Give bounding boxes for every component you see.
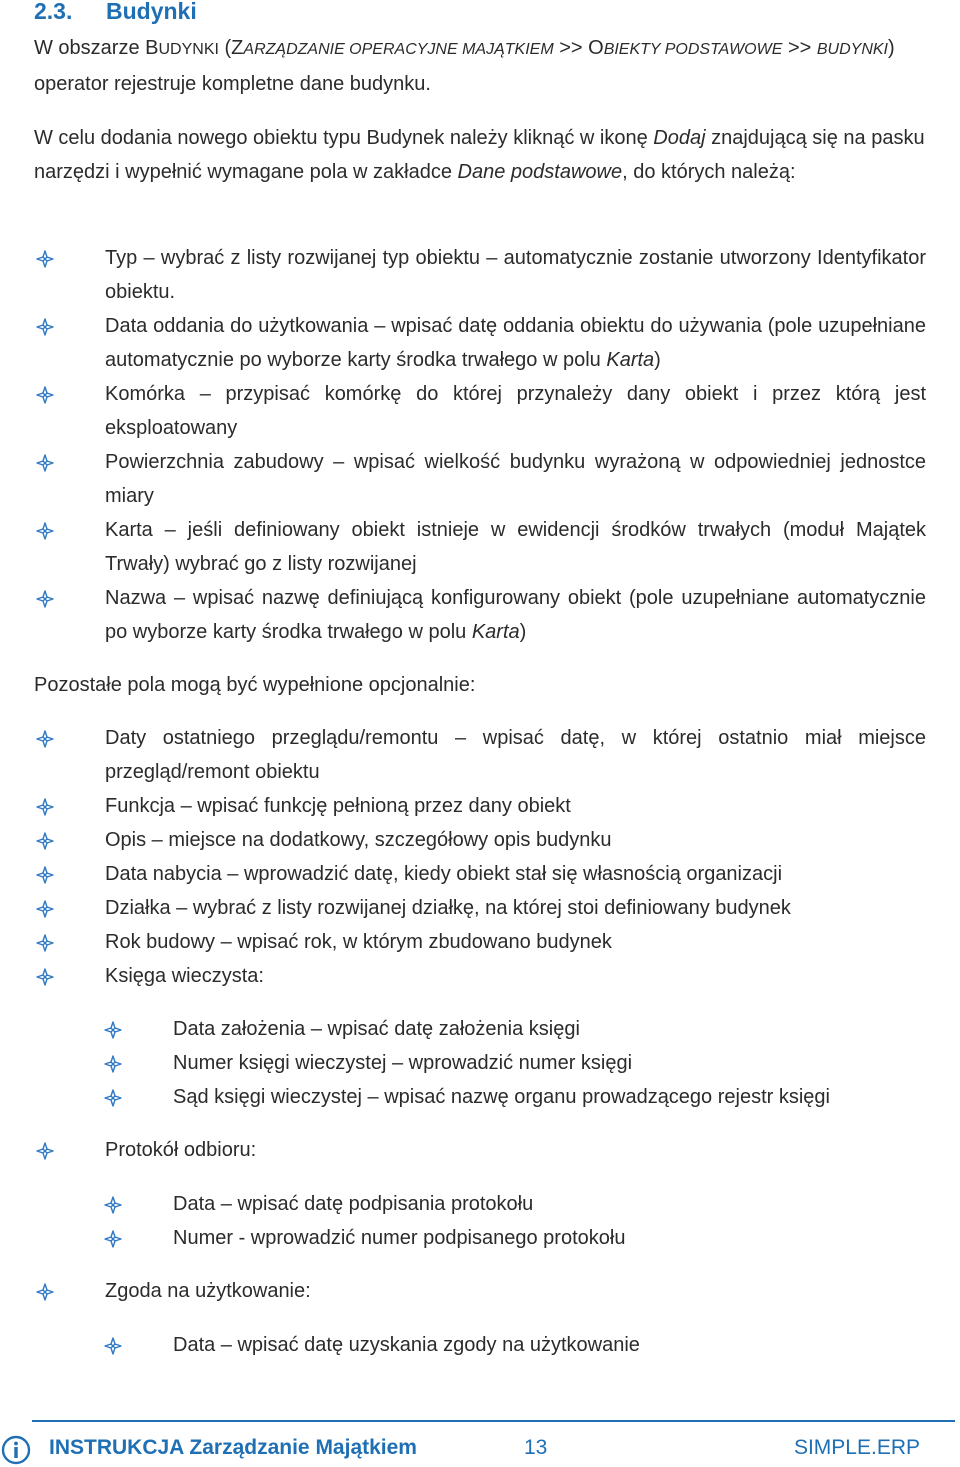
- sub-list-item: [102, 1328, 926, 1362]
- section-number: 2.3.: [34, 0, 73, 24]
- list-item-text: Działka – wybrać z listy rozwijanej działkę, na której stoi definiowany budynek: [105, 897, 791, 919]
- sub-list-item: [102, 1012, 926, 1046]
- list-item-text: Rok budowy – wpisać rok, w którym zbudowano budynek: [105, 931, 612, 953]
- intro-text: (Z: [218, 37, 244, 59]
- list-item-text: Data założenia – wpisać datę założenia księgi: [173, 1018, 580, 1040]
- intro-text: ) operator rejestruje kompletne dane budynku.: [34, 37, 895, 95]
- list-item: [34, 721, 926, 789]
- list-item: [34, 823, 926, 857]
- section-heading: [34, 0, 197, 25]
- diamond-bullet-icon: [104, 1055, 122, 1073]
- list-item: [34, 581, 926, 649]
- footer-divider: [32, 1420, 955, 1422]
- intro-text: B: [145, 37, 159, 59]
- list-item-text: Typ – wybrać z listy rozwijanej typ obiektu – automatycznie zostanie utworzony Identyfikator obiektu.: [105, 247, 926, 303]
- list-item-text: [105, 309, 926, 377]
- diamond-bullet-icon: [36, 522, 54, 540]
- footer-brand: SIMPLE.ERP: [793, 1436, 920, 1459]
- list-item: [34, 445, 926, 513]
- list-item: [34, 1274, 926, 1308]
- diamond-bullet-icon: [104, 1196, 122, 1214]
- diamond-bullet-icon: [36, 590, 54, 608]
- list-item-text: Data – wpisać datę uzyskania zgody na użytkowanie: [173, 1334, 640, 1356]
- list-item-text: [105, 581, 926, 649]
- list-item-text-tail: ): [654, 349, 661, 371]
- list-item-text: Opis – miejsce na dodatkowy, szczegółowy opis budynku: [105, 829, 612, 851]
- list-item: [34, 891, 926, 925]
- list-item-text: Daty ostatniego przeglądu/remontu – wpisać datę, w której ostatnio miał miejsce przegląd/remont obiektu: [105, 727, 926, 783]
- diamond-bullet-icon: [104, 1089, 122, 1107]
- list-item-text: Karta – jeśli definiowany obiekt istnieje w ewidencji środków trwałych (moduł Majątek Trwały) wybrać go z listy rozwijanej: [105, 519, 926, 575]
- term-dane-podstawowe: Dane podstawowe: [457, 161, 623, 183]
- term-karta: Karta: [606, 349, 655, 371]
- diamond-bullet-icon: [36, 968, 54, 986]
- list-item-text: Numer - wprowadzić numer podpisanego protokołu: [173, 1227, 626, 1249]
- term-karta: Karta: [471, 621, 520, 643]
- optional-intro: Pozostałe pola mogą być wypełnione opcjonalnie:: [34, 674, 476, 696]
- intro-text: W celu dodania nowego obiektu typu Budynek należy kliknąć w ikonę: [34, 127, 654, 149]
- list-item-text: Data – wpisać datę podpisania protokołu: [173, 1193, 534, 1215]
- intro-text: >> O: [553, 37, 604, 59]
- list-item-text: Funkcja – wpisać funkcję pełnioną przez dany obiekt: [105, 795, 571, 817]
- list-item: [34, 377, 926, 445]
- list-item-text: Sąd księgi wieczystej – wpisać nazwę organu prowadzącego rejestr księgi: [173, 1086, 830, 1108]
- list-item-text-main: Data oddania do użytkowania – wpisać datę oddania obiektu do używania (pole uzupełniane automatycznie po wyborze karty środka trwałego w polu: [105, 315, 926, 371]
- diamond-bullet-icon: [36, 454, 54, 472]
- page-footer: [34, 1432, 926, 1466]
- list-item: [34, 1133, 926, 1167]
- list-item: [34, 925, 926, 959]
- diamond-bullet-icon: [36, 1283, 54, 1301]
- menu-path-zarzadzanie: ARZĄDZANIE OPERACYJNE MAJĄTKIEM: [243, 41, 554, 58]
- intro-paragraph-2: [34, 121, 926, 189]
- intro-text: >>: [782, 37, 817, 59]
- diamond-bullet-icon: [36, 934, 54, 952]
- list-item-text-tail: ): [519, 621, 527, 643]
- diamond-bullet-icon: [36, 1142, 54, 1160]
- diamond-bullet-icon: [36, 832, 54, 850]
- intro-text: W obszarze: [34, 37, 146, 59]
- list-item: [34, 789, 926, 823]
- section-title: Budynki: [106, 0, 197, 24]
- diamond-bullet-icon: [36, 900, 54, 918]
- info-icon: [0, 1434, 32, 1466]
- list-item: [34, 959, 926, 993]
- diamond-bullet-icon: [104, 1021, 122, 1039]
- intro-text: znajdującą się na pasku narzędzi i wypełnić wymagane pola w zakładce: [34, 127, 925, 183]
- list-item-text: Numer księgi wieczystej – wprowadzić numer księgi: [173, 1052, 633, 1074]
- menu-path-obiekty: BIEKTY PODSTAWOWE: [603, 41, 783, 58]
- diamond-bullet-icon: [36, 250, 54, 268]
- list-item-text: Komórka – przypisać komórkę do której przynależy dany obiekt i przez którą jest eksploatowany: [105, 383, 926, 439]
- sub-list-item: [102, 1221, 926, 1255]
- intro-paragraph-1: [34, 31, 926, 101]
- page-number: 13: [524, 1436, 548, 1459]
- list-item: [34, 309, 926, 377]
- list-item-text: Zgoda na użytkowanie:: [105, 1280, 311, 1302]
- diamond-bullet-icon: [36, 386, 54, 404]
- diamond-bullet-icon: [36, 798, 54, 816]
- list-item: [34, 241, 926, 309]
- diamond-bullet-icon: [36, 318, 54, 336]
- diamond-bullet-icon: [104, 1337, 122, 1355]
- sub-list-item: [102, 1187, 926, 1221]
- list-item-text: Księga wieczysta:: [105, 965, 264, 987]
- diamond-bullet-icon: [36, 866, 54, 884]
- list-item-text: Protokół odbioru:: [105, 1139, 257, 1161]
- menu-path-budynki-lower: BUDYNKI: [816, 41, 888, 58]
- list-item-text-main: Nazwa – wpisać nazwę definiującą konfigurowany obiekt (pole uzupełniane automatycznie po wyborze karty środka trwałego w polu: [105, 587, 926, 643]
- list-item: [34, 513, 926, 581]
- list-item-text: Powierzchnia zabudowy – wpisać wielkość budynku wyrażoną w odpowiedniej jednostce miary: [105, 451, 926, 507]
- list-item-text: Data nabycia – wprowadzić datę, kiedy obiekt stał się własnością organizacji: [105, 863, 783, 885]
- diamond-bullet-icon: [104, 1230, 122, 1248]
- sub-list-item: [102, 1080, 926, 1114]
- term-dodaj: Dodaj: [653, 127, 706, 149]
- footer-title: INSTRUKCJA Zarządzanie Majątkiem: [49, 1436, 417, 1459]
- list-item: [34, 857, 926, 891]
- menu-path-budynki: UDYNKI: [158, 41, 219, 58]
- sub-list-item: [102, 1046, 926, 1080]
- intro-text: , do których należą:: [622, 161, 796, 183]
- diamond-bullet-icon: [36, 730, 54, 748]
